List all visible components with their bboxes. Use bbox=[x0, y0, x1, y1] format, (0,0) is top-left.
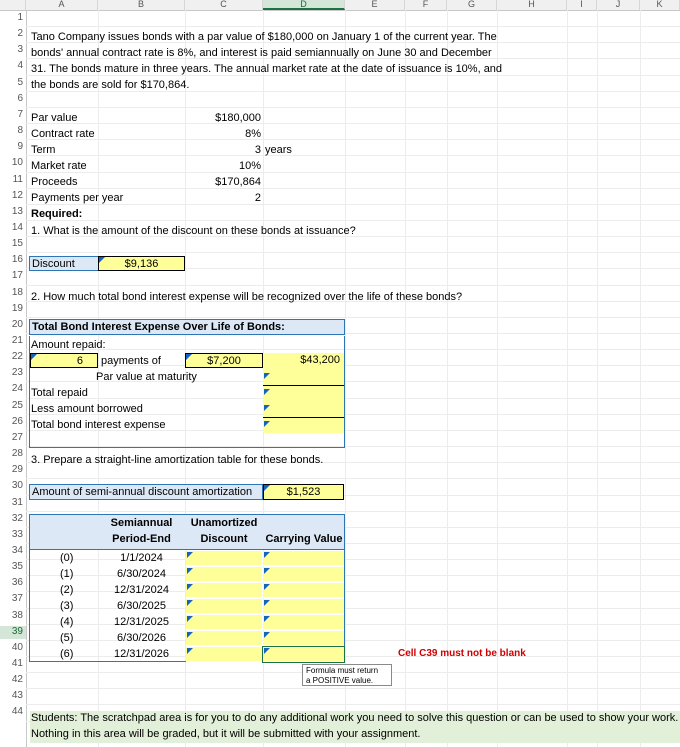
period-number: (2) bbox=[60, 584, 74, 596]
period-number: (4) bbox=[60, 616, 74, 628]
input-flag-icon bbox=[31, 354, 37, 360]
row-header[interactable]: 24 bbox=[11, 383, 23, 395]
amount-repaid-label: Amount repaid: bbox=[31, 339, 106, 351]
period-number: (0) bbox=[60, 552, 74, 564]
input-flag-icon bbox=[264, 485, 270, 491]
unamortized-discount-input[interactable] bbox=[186, 647, 262, 662]
total-payments-cell[interactable]: $43,200 bbox=[263, 353, 344, 369]
term-value[interactable]: 3 bbox=[254, 144, 261, 156]
unamortized-discount-input[interactable] bbox=[186, 567, 262, 582]
par-value-label: Par value bbox=[31, 112, 78, 124]
carrying-value-input[interactable] bbox=[263, 583, 344, 598]
contract-rate[interactable]: 8% bbox=[245, 128, 261, 140]
input-flag-icon bbox=[264, 600, 270, 606]
intro-line-2: bonds' annual contract rate is 8%, and interest is paid semiannually on June 30 and December bbox=[31, 47, 492, 59]
payments-of-label: payments of bbox=[101, 355, 161, 367]
period-end-date: 12/31/2024 bbox=[113, 584, 170, 596]
period-number: (6) bbox=[60, 648, 74, 660]
intro-line-4: the bonds are sold for $170,864. bbox=[31, 79, 190, 91]
required-label: Required: bbox=[31, 208, 83, 220]
grid-vline bbox=[640, 10, 641, 747]
column-header-b[interactable]: B bbox=[98, 0, 185, 10]
period-number: (5) bbox=[60, 632, 74, 644]
total-expense-input[interactable] bbox=[263, 417, 344, 433]
column-header-k[interactable]: K bbox=[640, 0, 680, 10]
row-header[interactable]: 34 bbox=[11, 544, 23, 556]
input-flag-icon bbox=[264, 405, 270, 411]
unamortized-header-1: Unamortized bbox=[190, 517, 258, 529]
row-header[interactable]: 2 bbox=[17, 28, 23, 40]
column-header-j[interactable]: J bbox=[597, 0, 640, 10]
period-end-date: 1/1/2024 bbox=[120, 552, 163, 564]
term-label: Term bbox=[31, 144, 56, 156]
input-flag-icon bbox=[264, 373, 270, 379]
row-header[interactable]: 10 bbox=[11, 157, 23, 169]
unamortized-discount-input[interactable] bbox=[186, 615, 262, 630]
period-number: (1) bbox=[60, 568, 74, 580]
intro-line-3: 31. The bonds mature in three years. The annual market rate at the date of issuance is 10%, and bbox=[31, 63, 503, 75]
input-flag-icon bbox=[186, 354, 192, 360]
period-end-header-2: Period-End bbox=[112, 533, 171, 545]
row-header-divider bbox=[26, 10, 27, 747]
grid-hline bbox=[26, 188, 680, 189]
discount-label: Discount bbox=[29, 256, 99, 271]
input-flag-icon bbox=[264, 632, 270, 638]
row-header[interactable]: 42 bbox=[11, 674, 23, 686]
input-flag-icon bbox=[264, 421, 270, 427]
row-header[interactable]: 19 bbox=[11, 302, 23, 314]
par-value-maturity-input[interactable] bbox=[263, 369, 344, 385]
column-header-c[interactable]: C bbox=[185, 0, 263, 10]
row-header[interactable]: 31 bbox=[11, 496, 23, 508]
row-header[interactable]: 30 bbox=[11, 480, 23, 492]
payments-per-year[interactable]: 2 bbox=[254, 192, 261, 204]
grid-vline bbox=[567, 10, 568, 747]
row-header[interactable]: 9 bbox=[17, 141, 23, 153]
grid-vline bbox=[597, 10, 598, 747]
grid-hline bbox=[26, 252, 680, 253]
total-repaid-input[interactable] bbox=[263, 385, 344, 401]
column-header-g[interactable]: G bbox=[447, 0, 497, 10]
contract-rate-label: Contract rate bbox=[31, 128, 95, 140]
input-flag-icon bbox=[264, 389, 270, 395]
column-header-a[interactable]: A bbox=[26, 0, 98, 10]
select-all-corner[interactable] bbox=[0, 0, 26, 10]
grid-hline bbox=[26, 139, 680, 140]
row-header[interactable]: 29 bbox=[11, 464, 23, 476]
market-rate-label: Market rate bbox=[31, 160, 87, 172]
row-header[interactable]: 25 bbox=[11, 399, 23, 411]
grid-hline bbox=[26, 478, 680, 479]
grid-hline bbox=[26, 704, 680, 705]
row-header[interactable]: 5 bbox=[17, 76, 23, 88]
input-flag-icon bbox=[187, 632, 193, 638]
proceeds-value[interactable]: $170,864 bbox=[215, 176, 261, 188]
input-flag-icon bbox=[187, 648, 193, 654]
scratchpad-note-1: Students: The scratchpad area is for you to do any additional work you need to solve this question or can be used to show your work. bbox=[31, 712, 679, 724]
row-header[interactable]: 14 bbox=[11, 221, 23, 233]
input-flag-icon bbox=[187, 568, 193, 574]
row-header[interactable]: 33 bbox=[11, 528, 23, 540]
row-header[interactable]: 37 bbox=[11, 593, 23, 605]
period-end-date: 12/31/2025 bbox=[113, 616, 170, 628]
grid-hline bbox=[26, 123, 680, 124]
row-header[interactable]: 20 bbox=[11, 318, 23, 330]
market-rate[interactable]: 10% bbox=[238, 160, 261, 172]
row-header[interactable]: 4 bbox=[17, 60, 23, 72]
row-header[interactable]: 16 bbox=[11, 254, 23, 266]
par-value-maturity-label: Par value at maturity bbox=[96, 371, 197, 383]
row-header[interactable]: 21 bbox=[11, 335, 23, 346]
question-3: 3. Prepare a straight-line amortization table for these bonds. bbox=[31, 454, 324, 466]
unamortized-header-2: Discount bbox=[200, 533, 248, 545]
row-header[interactable]: 12 bbox=[11, 189, 23, 201]
q2-table-header: Total Bond Interest Expense Over Life of Bonds: bbox=[29, 319, 345, 335]
carrying-value-header: Carrying Value bbox=[265, 533, 343, 545]
grid-hline bbox=[26, 107, 680, 108]
row-header[interactable]: 41 bbox=[11, 658, 23, 669]
amortization-label: Amount of semi-annual discount amortization bbox=[29, 484, 263, 500]
grid-vline bbox=[345, 10, 346, 747]
question-1: 1. What is the amount of the discount on these bonds at issuance? bbox=[31, 225, 356, 237]
row-header[interactable]: 35 bbox=[11, 561, 23, 573]
input-flag-icon bbox=[99, 257, 105, 263]
carrying-value-input[interactable] bbox=[263, 631, 344, 646]
grid-hline bbox=[26, 285, 680, 286]
discount-input[interactable]: $9,136 bbox=[98, 256, 185, 271]
grid-hline bbox=[26, 317, 680, 318]
question-2: 2. How much total bond interest expense will be recognized over the life of these bonds? bbox=[31, 291, 463, 303]
num-payments-input[interactable]: 6 bbox=[30, 353, 98, 368]
row-header[interactable]: 44 bbox=[11, 706, 23, 718]
column-header-f[interactable]: F bbox=[405, 0, 447, 10]
row-header[interactable]: 3 bbox=[17, 44, 23, 56]
period-end-date: 6/30/2025 bbox=[117, 600, 166, 612]
tooltip-line-2: a POSITIVE value. bbox=[306, 676, 374, 685]
row-header[interactable]: 27 bbox=[11, 431, 23, 443]
unamortized-discount-input[interactable] bbox=[186, 631, 262, 646]
row-header[interactable]: 17 bbox=[11, 270, 23, 282]
row-header[interactable]: 23 bbox=[11, 367, 23, 379]
grid-hline bbox=[26, 204, 680, 205]
row-header[interactable]: 26 bbox=[11, 415, 23, 427]
row-header[interactable]: 11 bbox=[12, 173, 23, 185]
row-header[interactable]: 32 bbox=[11, 512, 23, 524]
row-header[interactable]: 22 bbox=[11, 351, 23, 363]
payments-per-year-label: Payments per year bbox=[31, 192, 124, 204]
input-flag-icon bbox=[187, 616, 193, 622]
unamortized-discount-input[interactable] bbox=[186, 599, 262, 614]
column-header-i[interactable]: I bbox=[567, 0, 597, 10]
scratchpad-note-2: Nothing in this area will be graded, but it will be submitted with your assignment. bbox=[31, 728, 421, 740]
input-flag-icon bbox=[187, 584, 193, 590]
input-flag-icon bbox=[264, 616, 270, 622]
payment-amount-input[interactable]: $7,200 bbox=[185, 353, 263, 368]
carrying-value-input[interactable] bbox=[263, 599, 344, 614]
row-header[interactable]: 15 bbox=[11, 238, 23, 250]
grid-hline bbox=[26, 688, 680, 689]
row-header[interactable]: 38 bbox=[11, 609, 23, 621]
unamortized-discount-input[interactable] bbox=[186, 551, 262, 566]
input-flag-icon bbox=[264, 648, 270, 654]
proceeds-label: Proceeds bbox=[31, 176, 78, 188]
input-flag-icon bbox=[264, 568, 270, 574]
row-header[interactable]: 7 bbox=[17, 108, 23, 120]
par-value[interactable]: $180,000 bbox=[215, 112, 261, 124]
validation-warning: Cell C39 must not be blank bbox=[398, 648, 526, 659]
row-header[interactable]: 1 bbox=[17, 12, 23, 23]
grid-hline bbox=[26, 155, 680, 156]
carrying-value-input[interactable] bbox=[263, 647, 344, 662]
period-number: (3) bbox=[60, 600, 74, 612]
input-flag-icon bbox=[187, 600, 193, 606]
input-flag-icon bbox=[264, 584, 270, 590]
period-end-date: 6/30/2026 bbox=[117, 632, 166, 644]
input-flag-icon bbox=[264, 552, 270, 558]
less-borrowed-label: Less amount borrowed bbox=[31, 403, 143, 415]
period-end-header-1: Semiannual bbox=[110, 517, 173, 529]
tooltip-line-1: Formula must return bbox=[306, 666, 379, 675]
row-header[interactable]: 39 bbox=[0, 626, 26, 639]
grid-hline bbox=[26, 172, 680, 173]
row-header[interactable]: 8 bbox=[17, 125, 23, 137]
column-header-e[interactable]: E bbox=[345, 0, 405, 10]
less-borrowed-input[interactable] bbox=[263, 401, 344, 417]
row-header[interactable]: 6 bbox=[17, 92, 23, 104]
carrying-value-input[interactable] bbox=[263, 615, 344, 630]
carrying-value-input[interactable] bbox=[263, 551, 344, 566]
grid-hline bbox=[26, 220, 680, 221]
total-repaid-label: Total repaid bbox=[31, 387, 88, 399]
total-expense-label: Total bond interest expense bbox=[31, 419, 166, 431]
period-end-date: 12/31/2026 bbox=[113, 648, 170, 660]
grid-hline bbox=[26, 26, 680, 27]
column-header-d[interactable]: D bbox=[263, 0, 345, 10]
grid-vline bbox=[405, 10, 406, 747]
grid-vline bbox=[447, 10, 448, 747]
carrying-value-input[interactable] bbox=[263, 567, 344, 582]
term-unit: years bbox=[265, 144, 292, 156]
row-header[interactable]: 40 bbox=[11, 641, 23, 653]
amortization-input[interactable]: $1,523 bbox=[263, 484, 344, 500]
row-header[interactable]: 18 bbox=[11, 286, 23, 298]
column-header-h[interactable]: H bbox=[497, 0, 567, 10]
row-header[interactable]: 43 bbox=[11, 690, 23, 702]
row-header[interactable]: 28 bbox=[11, 448, 23, 460]
row-header[interactable]: 13 bbox=[11, 205, 23, 217]
intro-line-1: Tano Company issues bonds with a par value of $180,000 on January 1 of the current year. The bbox=[31, 31, 497, 43]
column-header-bar bbox=[0, 0, 680, 11]
unamortized-discount-input[interactable] bbox=[186, 583, 262, 598]
row-header[interactable]: 36 bbox=[11, 577, 23, 589]
period-end-date: 6/30/2024 bbox=[117, 568, 166, 580]
formula-tooltip bbox=[302, 664, 392, 686]
grid-vline bbox=[497, 10, 498, 747]
input-flag-icon bbox=[187, 552, 193, 558]
grid-hline bbox=[26, 511, 680, 512]
